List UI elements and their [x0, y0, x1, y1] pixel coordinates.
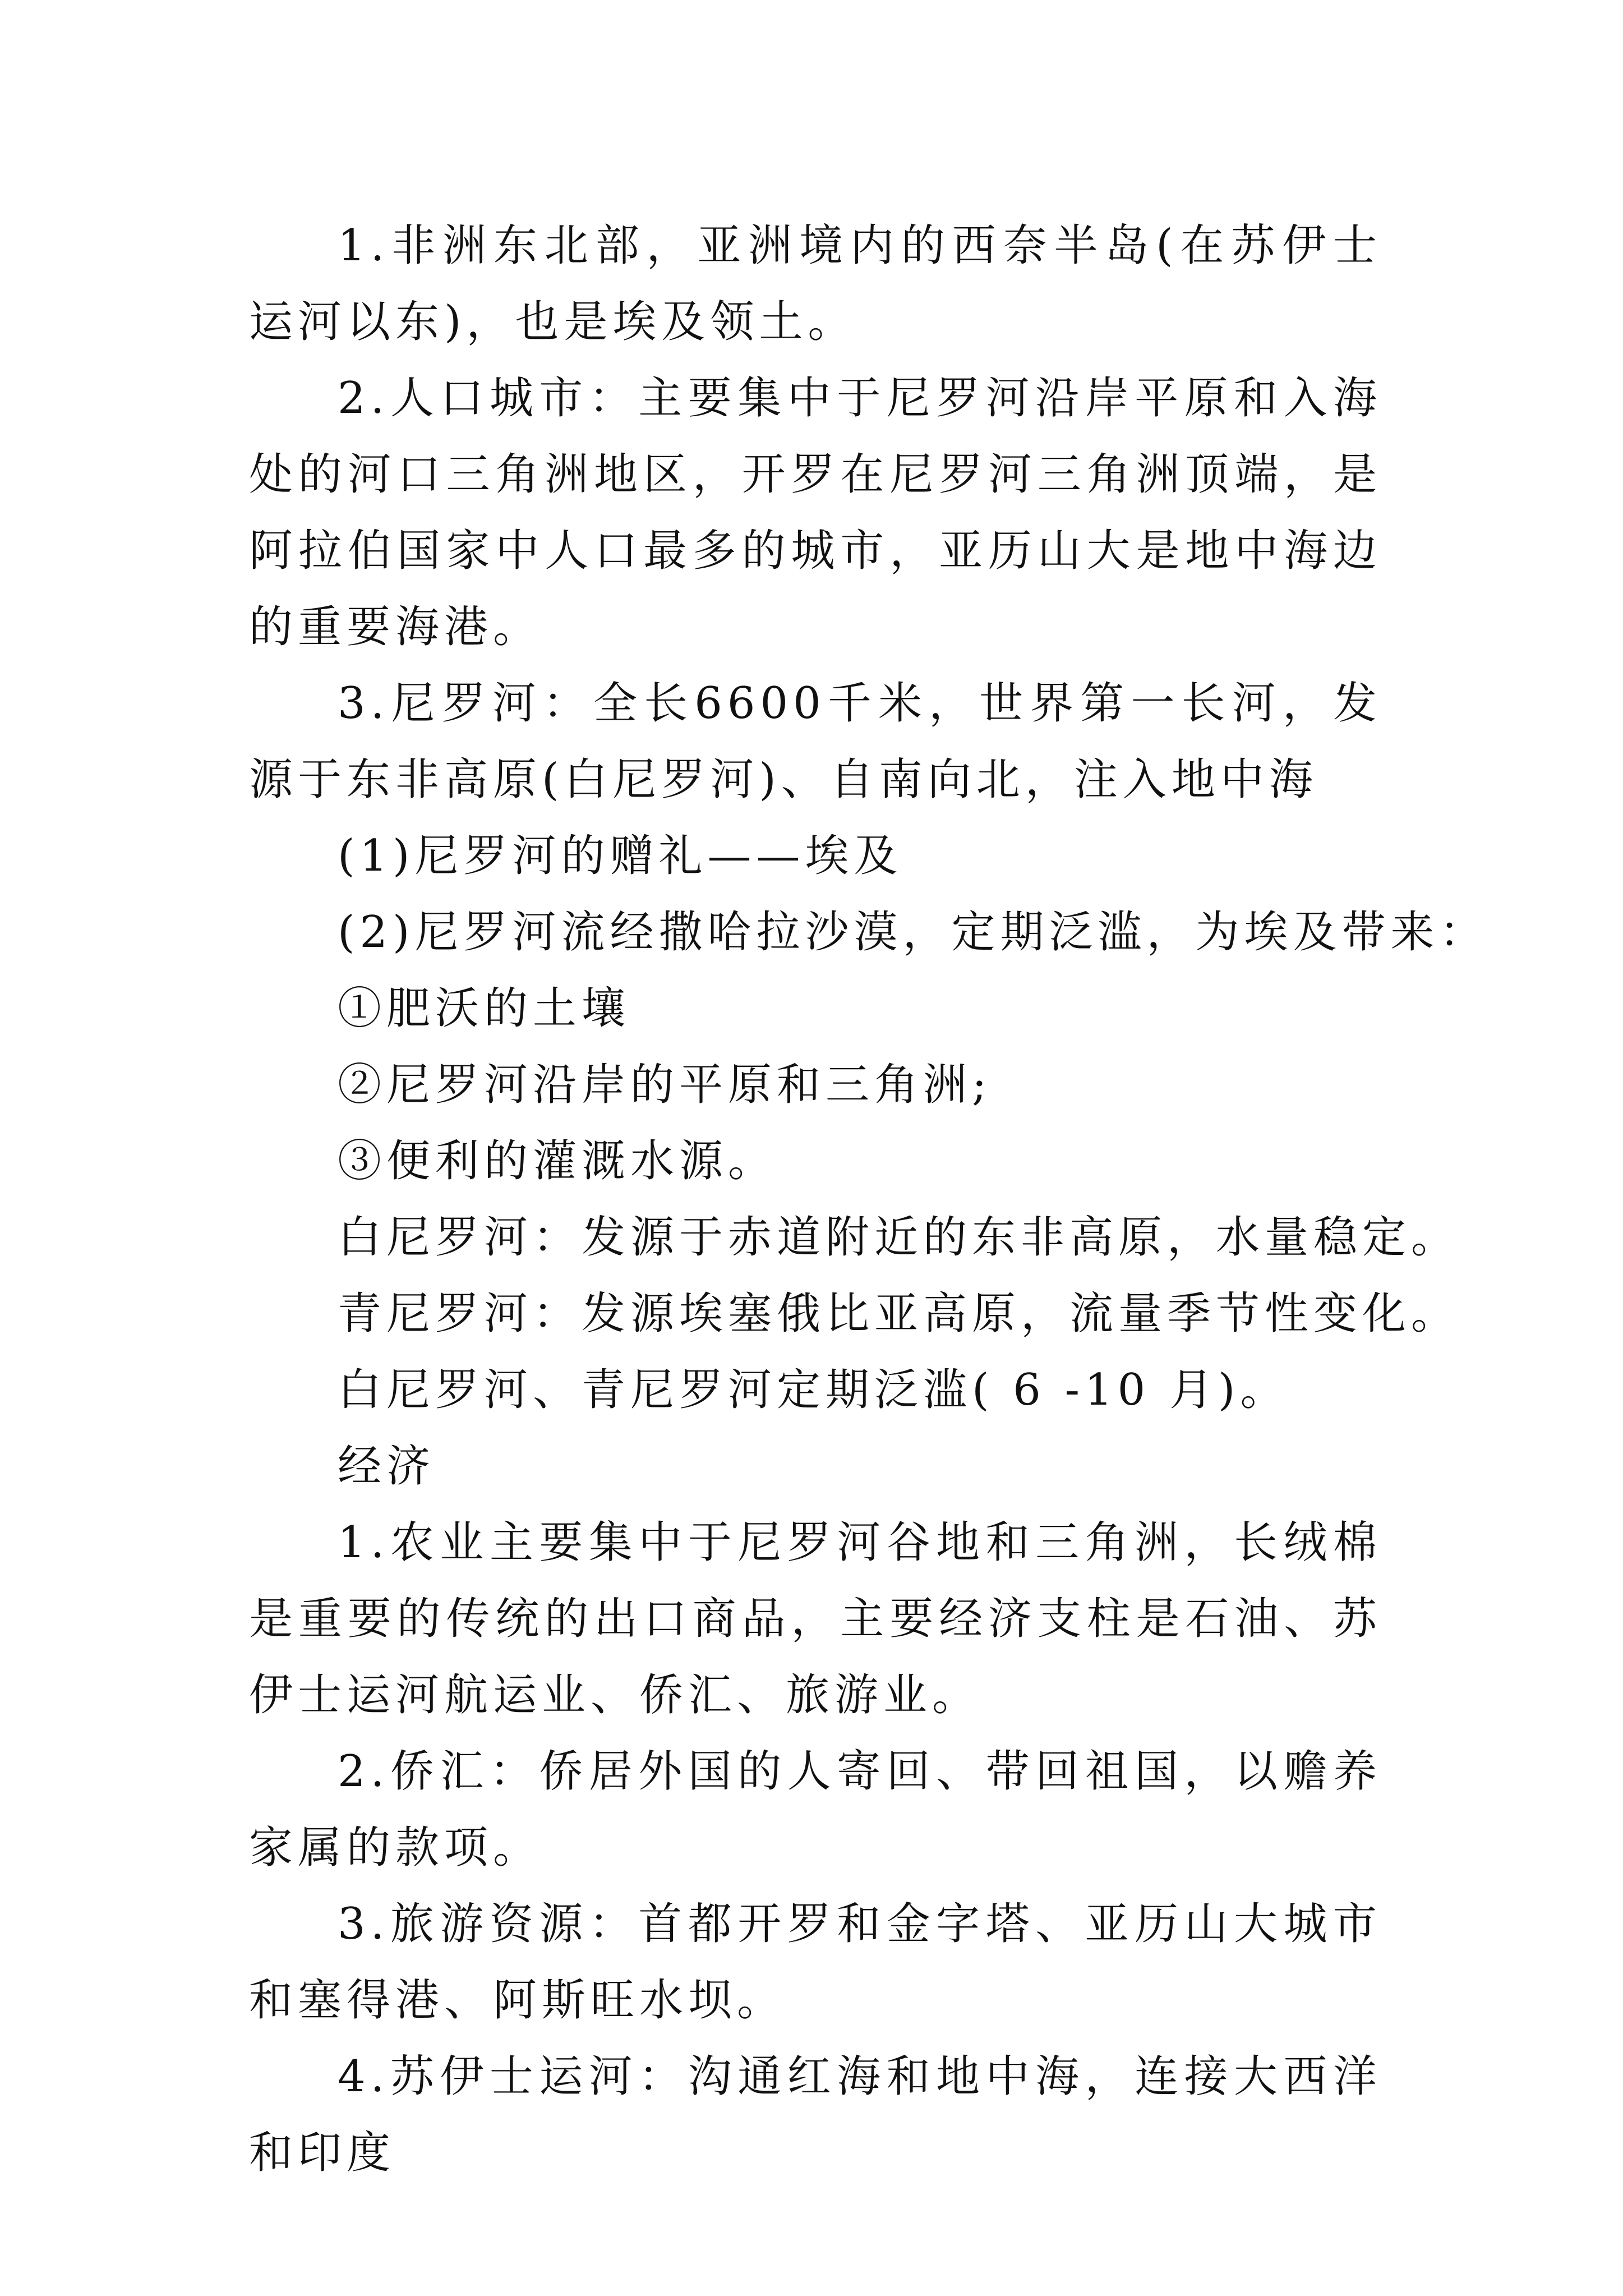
paragraph-sinai: 1.非洲东北部，亚洲境内的西奈半岛(在苏伊士运河以东)，也是埃及领土。	[249, 220, 1382, 347]
nile-gift-line: (1)尼罗河的赠礼——埃及	[338, 831, 903, 881]
paragraph-suez-canal: 4.苏伊士运河：沟通红海和地中海，连接大西洋和印度	[249, 2051, 1382, 2178]
section-heading-economy: 经济	[338, 1441, 436, 1492]
paragraph-agriculture: 1.农业主要集中于尼罗河谷地和三角洲，长绒棉是重要的传统的出口商品，主要经济支柱是石油、苏伊士运河航运业、侨汇、旅游业。	[249, 1517, 1382, 1720]
blue-nile-line: 青尼罗河：发源埃塞俄比亚高原，流量季节性变化。	[338, 1289, 1460, 1339]
paragraph-population-cities: 2.人口城市：主要集中于尼罗河沿岸平原和入海处的河口三角洲地区，开罗在尼罗河三角洲顶端，是阿拉伯国家中人口最多的城市，亚历山大是地中海边的重要海港。	[249, 373, 1382, 652]
flood-period-line: 白尼罗河、青尼罗河定期泛滥( 6 -10 月)。	[338, 1365, 1289, 1415]
list-item-irrigation: ③便利的灌溉水源。	[338, 1136, 777, 1186]
white-nile-line: 白尼罗河：发源于赤道附近的东非高原，水量稳定。	[338, 1212, 1460, 1263]
list-item-plains: ②尼罗河沿岸的平原和三角洲;	[338, 1060, 992, 1110]
paragraph-tourism: 3.旅游资源：首都开罗和金字塔、亚历山大城市和塞得港、阿斯旺水坝。	[249, 1899, 1382, 2026]
document-body	[249, 208, 1488, 2191]
paragraph-remittances: 2.侨汇：侨居外国的人寄回、带回祖国，以赡养家属的款项。	[249, 1746, 1382, 1873]
paragraph-nile: 3.尼罗河：全长6600千米，世界第一长河，发源于东非高原(白尼罗河)、自南向北，注入地中海	[249, 678, 1382, 805]
nile-flooding-line: (2)尼罗河流经撒哈拉沙漠，定期泛滥，为埃及带来：	[338, 907, 1488, 958]
list-item-soil: ①肥沃的土壤	[338, 983, 631, 1034]
